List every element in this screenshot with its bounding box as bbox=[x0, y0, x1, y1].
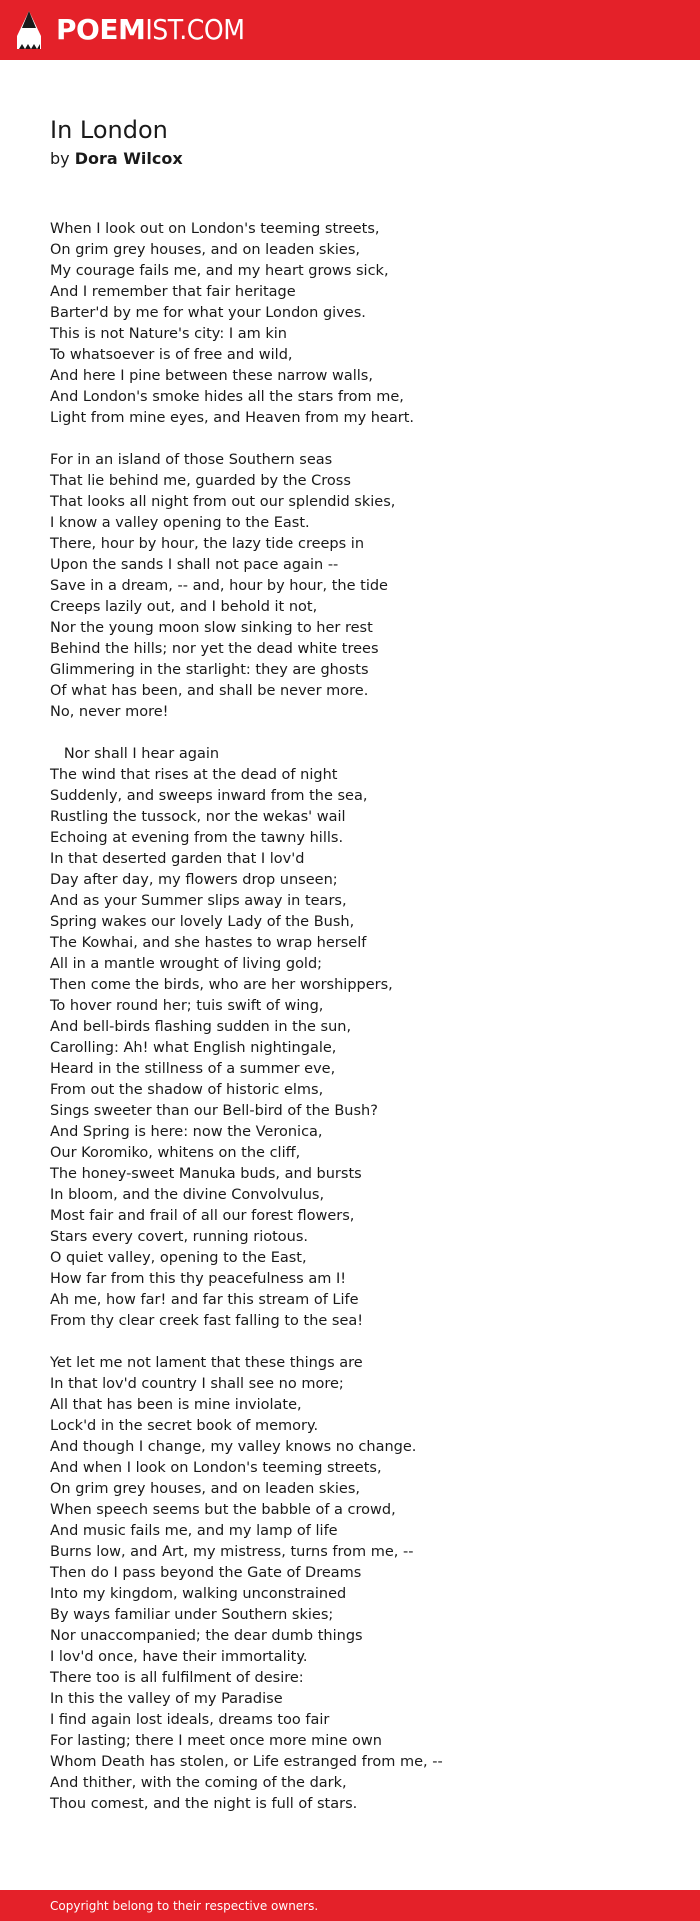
poem-line: Then come the birds, who are her worshippers, bbox=[50, 977, 393, 993]
poem-line: Lock'd in the secret book of memory. bbox=[50, 1418, 319, 1434]
poem-line: Sings sweeter than our Bell-bird of the Bush? bbox=[50, 1103, 378, 1119]
poem-line: From out the shadow of historic elms, bbox=[50, 1082, 324, 1098]
copyright-notice: Copyright belong to their respective owners. bbox=[50, 1899, 319, 1913]
poem-line: Glimmering in the starlight: they are ghosts bbox=[50, 662, 369, 678]
poem-line: In bloom, and the divine Convolvulus, bbox=[50, 1187, 325, 1203]
poem-byline bbox=[50, 148, 183, 170]
poem-line: Most fair and frail of all our forest flowers, bbox=[50, 1208, 355, 1224]
byline-prefix: by bbox=[50, 149, 70, 168]
poem-line: How far from this thy peacefulness am I! bbox=[50, 1271, 347, 1287]
poem-line: And when I look on London's teeming streets, bbox=[50, 1460, 382, 1476]
poem-line: I know a valley opening to the East. bbox=[50, 515, 310, 531]
poem-line: To hover round her; tuis swift of wing, bbox=[50, 998, 324, 1014]
poem-line: There too is all fulfilment of desire: bbox=[50, 1670, 304, 1686]
poem-line: Carolling: Ah! what English nightingale, bbox=[50, 1040, 337, 1056]
poem-line: No, never more! bbox=[50, 704, 169, 720]
poem-line: And music fails me, and my lamp of life bbox=[50, 1523, 338, 1539]
poem-line: Nor shall I hear again bbox=[50, 746, 220, 762]
poem-line: By ways familiar under Southern skies; bbox=[50, 1607, 334, 1623]
poem-line: In that deserted garden that I lov'd bbox=[50, 851, 305, 867]
poem-line: Spring wakes our lovely Lady of the Bush, bbox=[50, 914, 355, 930]
poem-line: And bell-birds flashing sudden in the sun, bbox=[50, 1019, 352, 1035]
poem-line: Of what has been, and shall be never more. bbox=[50, 683, 369, 699]
poem-line: When I look out on London's teeming streets, bbox=[50, 221, 380, 237]
poem-line: There, hour by hour, the lazy tide creeps in bbox=[50, 536, 365, 552]
poem-line: For lasting; there I meet once more mine own bbox=[50, 1733, 382, 1749]
poem-stanza bbox=[50, 219, 670, 429]
poem-line: On grim grey houses, and on leaden skies, bbox=[50, 1481, 360, 1497]
poem-line: Nor the young moon slow sinking to her rest bbox=[50, 620, 373, 636]
poem-stanza bbox=[50, 1353, 670, 1815]
logo-wordmark-bold: POEM bbox=[56, 13, 146, 46]
poem-line: And as your Summer slips away in tears, bbox=[50, 893, 347, 909]
poem-line: I lov'd once, have their immortality. bbox=[50, 1649, 308, 1665]
poem-line: Ah me, how far! and far this stream of Life bbox=[50, 1292, 359, 1308]
poem-line: I find again lost ideals, dreams too fair bbox=[50, 1712, 330, 1728]
logo-wordmark-light: IST.COM bbox=[145, 13, 245, 46]
poem-line: Heard in the stillness of a summer eve, bbox=[50, 1061, 336, 1077]
poem-line: And Spring is here: now the Veronica, bbox=[50, 1124, 323, 1140]
poem-line: This is not Nature's city: I am kin bbox=[50, 326, 287, 342]
poem-line: When speech seems but the babble of a crowd, bbox=[50, 1502, 396, 1518]
poem-line: Day after day, my flowers drop unseen; bbox=[50, 872, 338, 888]
poem-line: For in an island of those Southern seas bbox=[50, 452, 333, 468]
poem-line: Nor unaccompanied; the dear dumb things bbox=[50, 1628, 363, 1644]
poem-line: That looks all night from out our splendid skies, bbox=[50, 494, 396, 510]
poem-line: In that lov'd country I shall see no more; bbox=[50, 1376, 344, 1392]
poem-line: And thither, with the coming of the dark, bbox=[50, 1775, 347, 1791]
poem-line: Barter'd by me for what your London gives. bbox=[50, 305, 366, 321]
poem-line: To whatsoever is of free and wild, bbox=[50, 347, 293, 363]
site-header bbox=[0, 0, 700, 60]
poem-line: And London's smoke hides all the stars from me, bbox=[50, 389, 404, 405]
poem-line: Echoing at evening from the tawny hills. bbox=[50, 830, 344, 846]
poem-line: Yet let me not lament that these things are bbox=[50, 1355, 363, 1371]
poem-line: Behind the hills; nor yet the dead white trees bbox=[50, 641, 379, 657]
poem-line: Whom Death has stolen, or Life estranged from me, -- bbox=[50, 1754, 443, 1770]
poem-line: The honey-sweet Manuka buds, and bursts bbox=[50, 1166, 362, 1182]
poem-line: My courage fails me, and my heart grows sick, bbox=[50, 263, 389, 279]
poem-line: Our Koromiko, whitens on the cliff, bbox=[50, 1145, 301, 1161]
pen-nib-icon bbox=[16, 10, 42, 50]
site-logo[interactable] bbox=[16, 10, 244, 50]
poem-line: And I remember that fair heritage bbox=[50, 284, 296, 300]
poem-line: In this the valley of my Paradise bbox=[50, 1691, 283, 1707]
poem-line: Burns low, and Art, my mistress, turns from me, -- bbox=[50, 1544, 414, 1560]
poem-line: From thy clear creek fast falling to the sea! bbox=[50, 1313, 364, 1329]
poem-line: Stars every covert, running riotous. bbox=[50, 1229, 309, 1245]
poem-line: Thou comest, and the night is full of stars. bbox=[50, 1796, 358, 1812]
poem-stanza bbox=[50, 450, 670, 723]
poem-stanza bbox=[50, 744, 670, 1332]
poem-title: In London bbox=[50, 116, 168, 144]
poem-line: Light from mine eyes, and Heaven from my heart. bbox=[50, 410, 415, 426]
poem-line: That lie behind me, guarded by the Cross bbox=[50, 473, 351, 489]
poem-line: O quiet valley, opening to the East, bbox=[50, 1250, 307, 1266]
poem-line: Then do I pass beyond the Gate of Dreams bbox=[50, 1565, 362, 1581]
poem-body bbox=[50, 219, 670, 1836]
poem-line: Upon the sands I shall not pace again -- bbox=[50, 557, 339, 573]
site-footer bbox=[0, 1890, 700, 1921]
poem-line: Into my kingdom, walking unconstrained bbox=[50, 1586, 347, 1602]
poem-author: Dora Wilcox bbox=[74, 149, 183, 168]
poem-line: Save in a dream, -- and, hour by hour, the tide bbox=[50, 578, 388, 594]
poem-line: Rustling the tussock, nor the wekas' wail bbox=[50, 809, 346, 825]
poem-line: And though I change, my valley knows no change. bbox=[50, 1439, 417, 1455]
poem-line: And here I pine between these narrow walls, bbox=[50, 368, 373, 384]
logo-wordmark bbox=[56, 10, 244, 50]
poem-line: All that has been is mine inviolate, bbox=[50, 1397, 302, 1413]
poem-line: The wind that rises at the dead of night bbox=[50, 767, 338, 783]
poem-line: The Kowhai, and she hastes to wrap herself bbox=[50, 935, 367, 951]
poem-line: Creeps lazily out, and I behold it not, bbox=[50, 599, 318, 615]
poem-line: All in a mantle wrought of living gold; bbox=[50, 956, 323, 972]
poem-line: Suddenly, and sweeps inward from the sea, bbox=[50, 788, 368, 804]
poem-line: On grim grey houses, and on leaden skies, bbox=[50, 242, 360, 258]
